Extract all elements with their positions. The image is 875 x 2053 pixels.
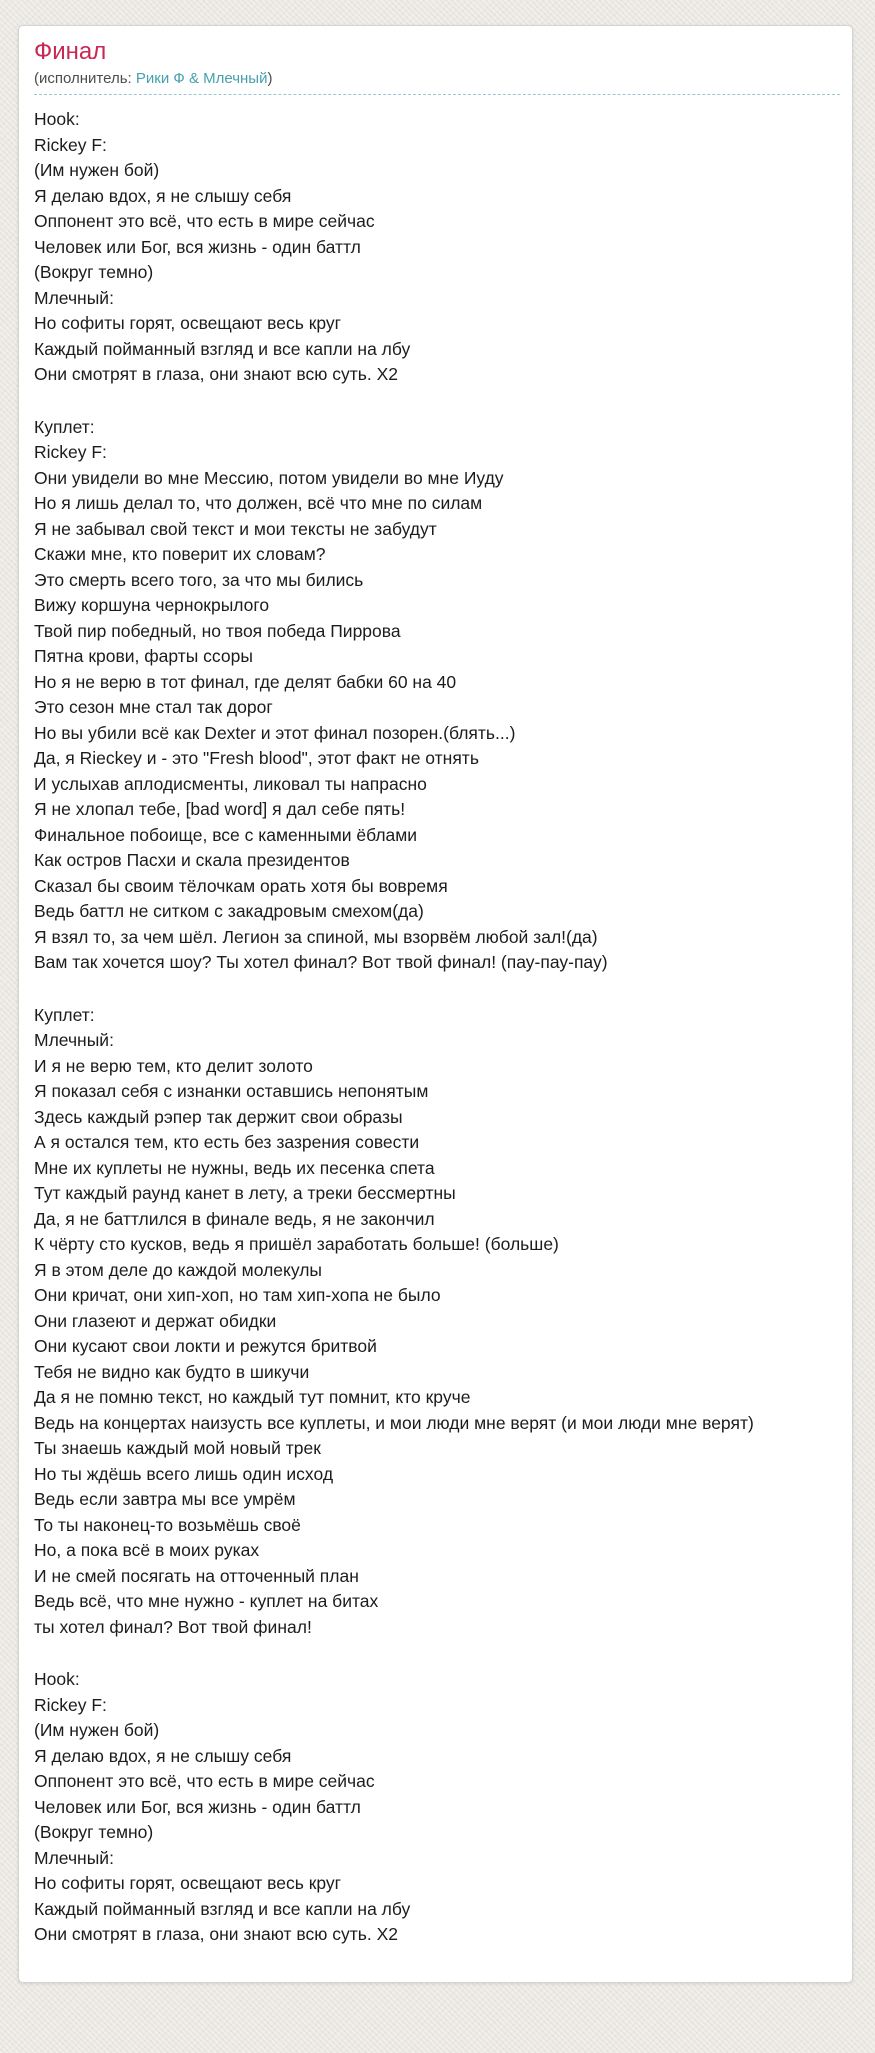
lyric-line: Я взял то, за чем шёл. Легион за спиной, мы взорвём любой зал!(да) (34, 926, 598, 947)
lyric-line: Здесь каждый рэпер так держит свои образы (34, 1106, 403, 1127)
lyric-line: Ведь если завтра мы все умрём (34, 1489, 296, 1510)
lyric-line: Я не забывал свой текст и мои тексты не забудут (34, 518, 437, 539)
lyric-line: Hook: (34, 109, 80, 130)
lyric-line: Но софиты горят, освещают весь круг (34, 1873, 342, 1894)
lyric-line: Млечный: (34, 1847, 114, 1868)
artist-prefix: (исполнитель: (34, 70, 136, 88)
lyric-line: И я не верю тем, кто делит золото (34, 1055, 313, 1076)
lyric-line: Но я не верю в тот финал, где делят бабки 60 на 40 (34, 671, 457, 692)
lyric-line: Тут каждый раунд канет в лету, а треки бессмертны (34, 1183, 456, 1204)
lyrics-section (34, 1667, 840, 1948)
lyric-line: Мне их куплеты не нужны, ведь их песенка спета (34, 1157, 435, 1178)
lyric-line: И не смей посягать на отточенный план (34, 1565, 359, 1586)
lyric-line: Каждый пойманный взгляд и все капли на лбу (34, 338, 411, 359)
lyric-line: (Вокруг темно) (34, 262, 154, 283)
lyrics (34, 107, 840, 1948)
lyric-line: Финальное побоище, все с каменными ёблами (34, 824, 418, 845)
lyric-line: Они смотрят в глаза, они знают всю суть. Х2 (34, 1924, 399, 1945)
lyric-line: Но софиты горят, освещают весь круг (34, 313, 342, 334)
lyric-line: ты хотел финал? Вот твой финал! (34, 1616, 312, 1637)
lyric-line: Куплет: (34, 416, 95, 437)
lyric-line: Но вы убили всё как Dexter и этот финал позорен.(блять...) (34, 722, 516, 743)
lyric-line: Пятна крови, фарты ссоры (34, 646, 253, 667)
lyric-line: Млечный: (34, 287, 114, 308)
lyric-line: Да я не помню текст, но каждый тут помнит, кто круче (34, 1387, 471, 1408)
lyric-line: (Им нужен бой) (34, 1720, 160, 1741)
lyrics-section (34, 1003, 840, 1641)
lyric-line: Я делаю вдох, я не слышу себя (34, 1745, 292, 1766)
lyric-line: Оппонент это всё, что есть в мире сейчас (34, 1771, 375, 1792)
lyric-line: Человек или Бог, вся жизнь - один баттл (34, 236, 361, 257)
lyric-line: Rickey F: (34, 1694, 107, 1715)
lyric-line: Оппонент это всё, что есть в мире сейчас (34, 211, 375, 232)
lyric-line: Вам так хочется шоу? Ты хотел финал? Вот твой финал! (пау-пау-пау) (34, 952, 608, 973)
lyric-line: Вижу коршуна чернокрылого (34, 595, 270, 616)
lyric-line: Но я лишь делал то, что должен, всё что мне по силам (34, 493, 483, 514)
lyric-line: Каждый пойманный взгляд и все капли на лбу (34, 1898, 411, 1919)
lyric-line: Ведь всё, что мне нужно - куплет на битах (34, 1591, 379, 1612)
lyric-line: Я в этом деле до каждой молекулы (34, 1259, 323, 1280)
lyric-line: К чёрту сто кусков, ведь я пришёл заработать больше! (больше) (34, 1234, 559, 1255)
lyric-line: Но, а пока всё в моих руках (34, 1540, 260, 1561)
lyric-line: Ведь баттл не ситком с закадровым смехом(да) (34, 901, 424, 922)
lyric-line: Rickey F: (34, 442, 107, 463)
lyric-line: И услыхав аплодисменты, ликовал ты напрасно (34, 773, 427, 794)
lyric-line: Они кричат, они хип-хоп, но там хип-хопа не было (34, 1285, 441, 1306)
lyrics-section (34, 107, 840, 388)
lyric-line: Сказал бы своим тёлочкам орать хотя бы вовремя (34, 875, 448, 896)
lyric-line: А я остался тем, кто есть без зазрения совести (34, 1132, 420, 1153)
lyric-line: Они смотрят в глаза, они знают всю суть. Х2 (34, 364, 399, 385)
lyric-line: Но ты ждёшь всего лишь один исход (34, 1463, 334, 1484)
lyric-line: Они увидели во мне Мессию, потом увидели во мне Иуду (34, 467, 504, 488)
lyric-line: (Вокруг темно) (34, 1822, 154, 1843)
lyric-line: Hook: (34, 1669, 80, 1690)
lyric-line: Я показал себя с изнанки оставшись непонятым (34, 1081, 429, 1102)
lyric-line: Скажи мне, кто поверит их словам? (34, 544, 326, 565)
lyric-line: Да, я Rieckey и - это "Fresh blood", этот факт не отнять (34, 748, 479, 769)
lyric-line: Они глазеют и держат обидки (34, 1310, 277, 1331)
lyric-line: Я не хлопал тебе, [bad word] я дал себе пять! (34, 799, 406, 820)
lyric-line: Твой пир победный, но твоя победа Пиррова (34, 620, 401, 641)
lyric-line: Ведь на концертах наизусть все куплеты, и мои люди мне верят (и мои люди мне верят) (34, 1412, 754, 1433)
artist-suffix: ) (267, 70, 273, 88)
lyric-line: Как остров Пасхи и скала президентов (34, 850, 350, 871)
lyric-line: То ты наконец-то возьмёшь своё (34, 1514, 301, 1535)
lyrics-card (18, 25, 853, 1983)
artist-line (34, 70, 840, 95)
lyric-line: Это смерть всего того, за что мы бились (34, 569, 364, 590)
lyric-line: Человек или Бог, вся жизнь - один баттл (34, 1796, 361, 1817)
lyric-line: Млечный: (34, 1030, 114, 1051)
lyric-line: Да, я не баттлился в финале ведь, я не закончил (34, 1208, 435, 1229)
lyric-line: Они кусают свои локти и режутся бритвой (34, 1336, 377, 1357)
lyric-line: Ты знаешь каждый мой новый трек (34, 1438, 321, 1459)
lyric-line: Тебя не видно как будто в шикучи (34, 1361, 310, 1382)
lyric-line: Я делаю вдох, я не слышу себя (34, 185, 292, 206)
lyrics-section (34, 415, 840, 976)
lyric-line: Куплет: (34, 1004, 95, 1025)
artist-link[interactable]: Рики Ф & Млечный (135, 70, 268, 88)
song-title: Финал (34, 38, 107, 65)
lyric-line: (Им нужен бой) (34, 160, 160, 181)
lyric-line: Rickey F: (34, 134, 107, 155)
lyric-line: Это сезон мне стал так дорог (34, 697, 273, 718)
